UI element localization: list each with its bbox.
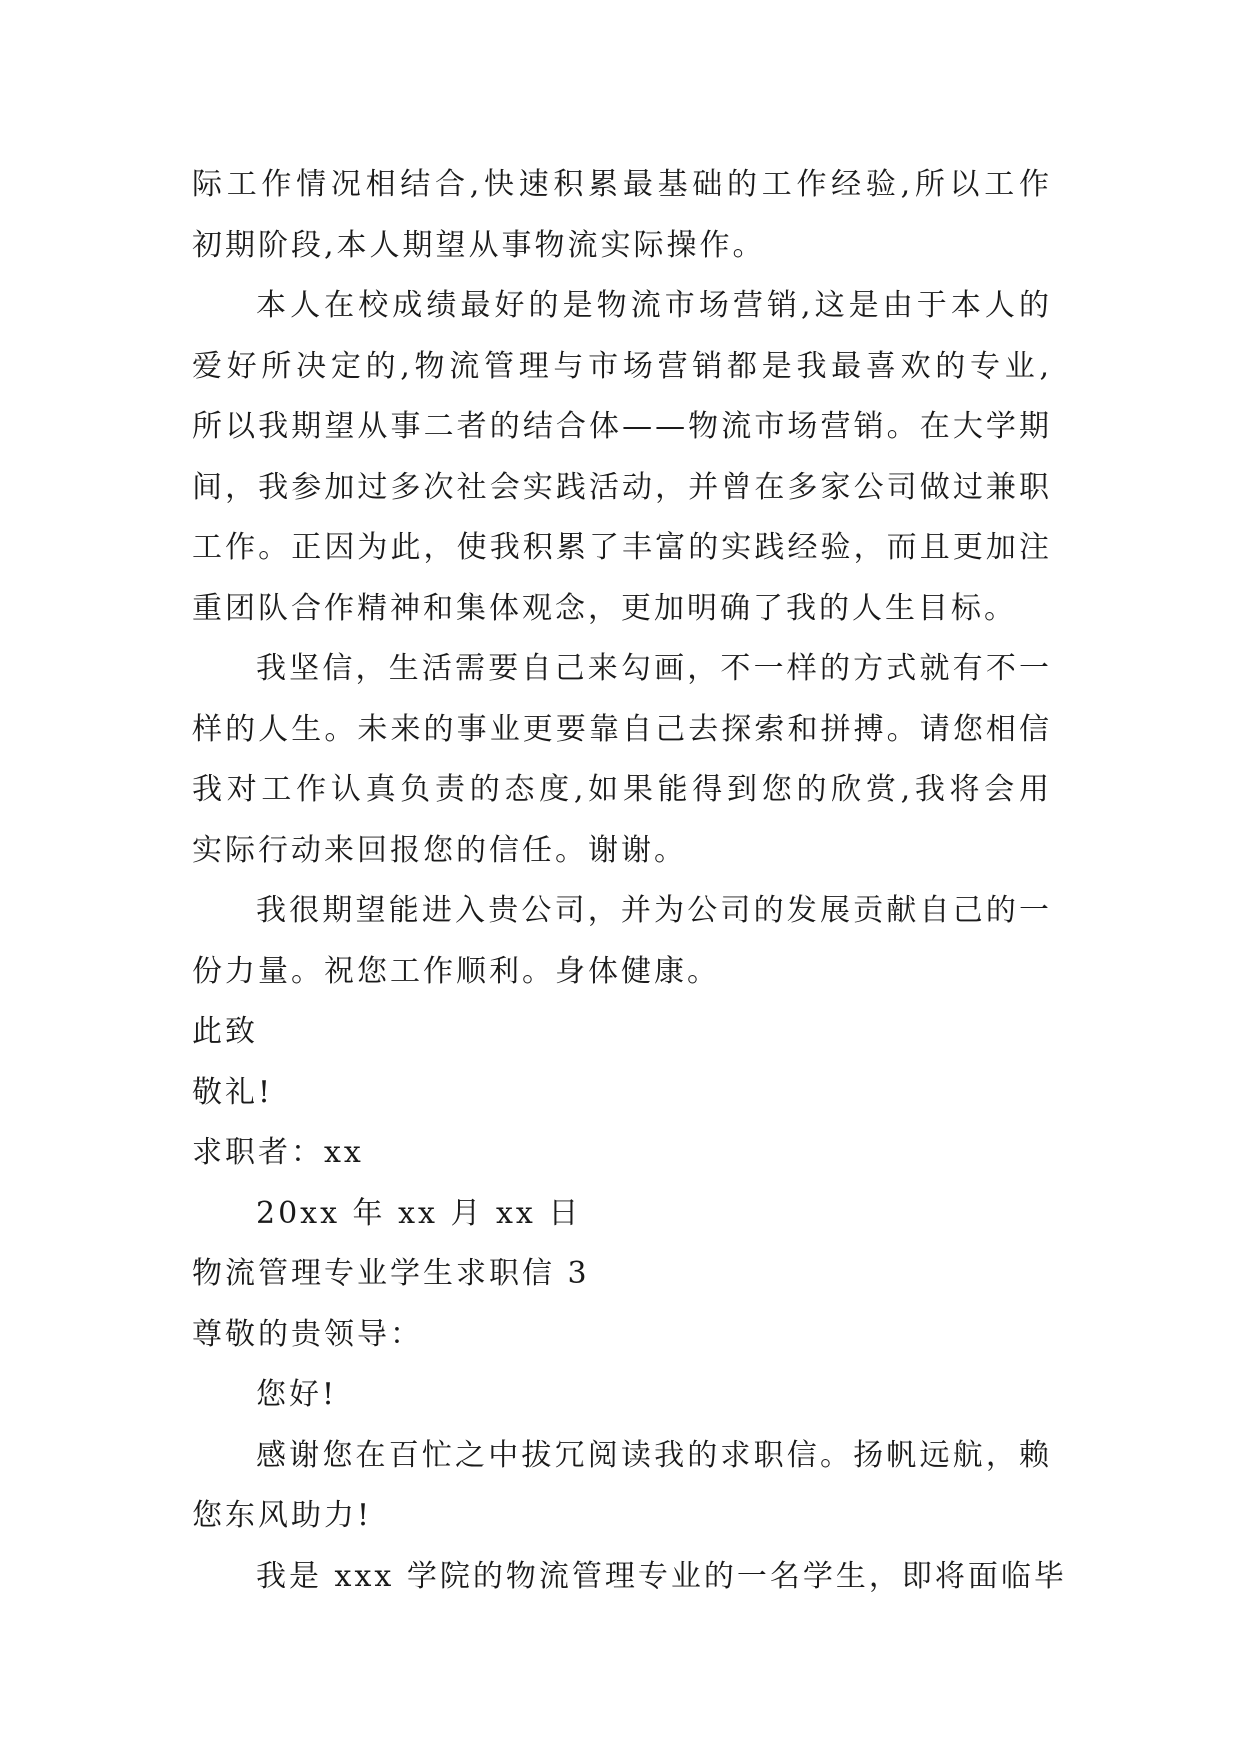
paragraph-line: 您东风助力! [192,1498,373,1533]
paragraph-line: 本人在校成绩最好的是物流市场营销,这是由于本人的 [256,288,1052,323]
section-title: 物流管理专业学生求职信 3 [192,1256,590,1291]
greeting: 您好! [256,1377,338,1412]
paragraph-line: 间，我参加过多次社会实践活动，并曾在多家公司做过兼职 [192,469,1052,505]
paragraph-line: 重团队合作精神和集体观念，更加明确了我的人生目标。 [192,590,1017,626]
paragraph-line: 际工作情况相结合,快速积累最基础的工作经验,所以工作 [192,167,1052,202]
closing-salutation: 此致 [192,1014,258,1049]
greeting-recipient: 尊敬的贵领导： [192,1316,423,1352]
paragraph-line: 感谢您在百忙之中拔冗阅读我的求职信。扬帆远航，赖 [256,1437,1052,1473]
paragraph-line: 所以我期望从事二者的结合体——物流市场营销。在大学期 [192,409,1052,444]
paragraph-line: 初期阶段,本人期望从事物流实际操作。 [192,227,766,263]
paragraph-line: 样的人生。未来的事业更要靠自己去探索和拼搏。请您相信 [192,711,1052,747]
signature-line: 求职者：xx [192,1135,364,1170]
document-body [192,155,1067,1607]
date-line: 20xx 年 xx 月 xx 日 [256,1195,582,1231]
paragraph-line: 我坚信，生活需要自己来勾画，不一样的方式就有不一 [256,651,1052,686]
paragraph-line: 爱好所决定的,物流管理与市场营销都是我最喜欢的专业, [192,348,1052,384]
paragraph-line: 我是 xxx 学院的物流管理专业的一名学生，即将面临毕 [256,1558,1067,1594]
paragraph-line: 我对工作认真负责的态度,如果能得到您的欣赏,我将会用 [192,772,1052,807]
paragraph-line: 实际行动来回报您的信任。谢谢。 [192,832,687,868]
paragraph-line: 我很期望能进入贵公司，并为公司的发展贡献自己的一 [256,893,1052,928]
paragraph-line: 工作。正因为此，使我积累了丰富的实践经验，而且更加注 [192,530,1052,565]
closing-regards: 敬礼! [192,1074,274,1110]
paragraph-line: 份力量。祝您工作顺利。身体健康。 [192,953,720,989]
